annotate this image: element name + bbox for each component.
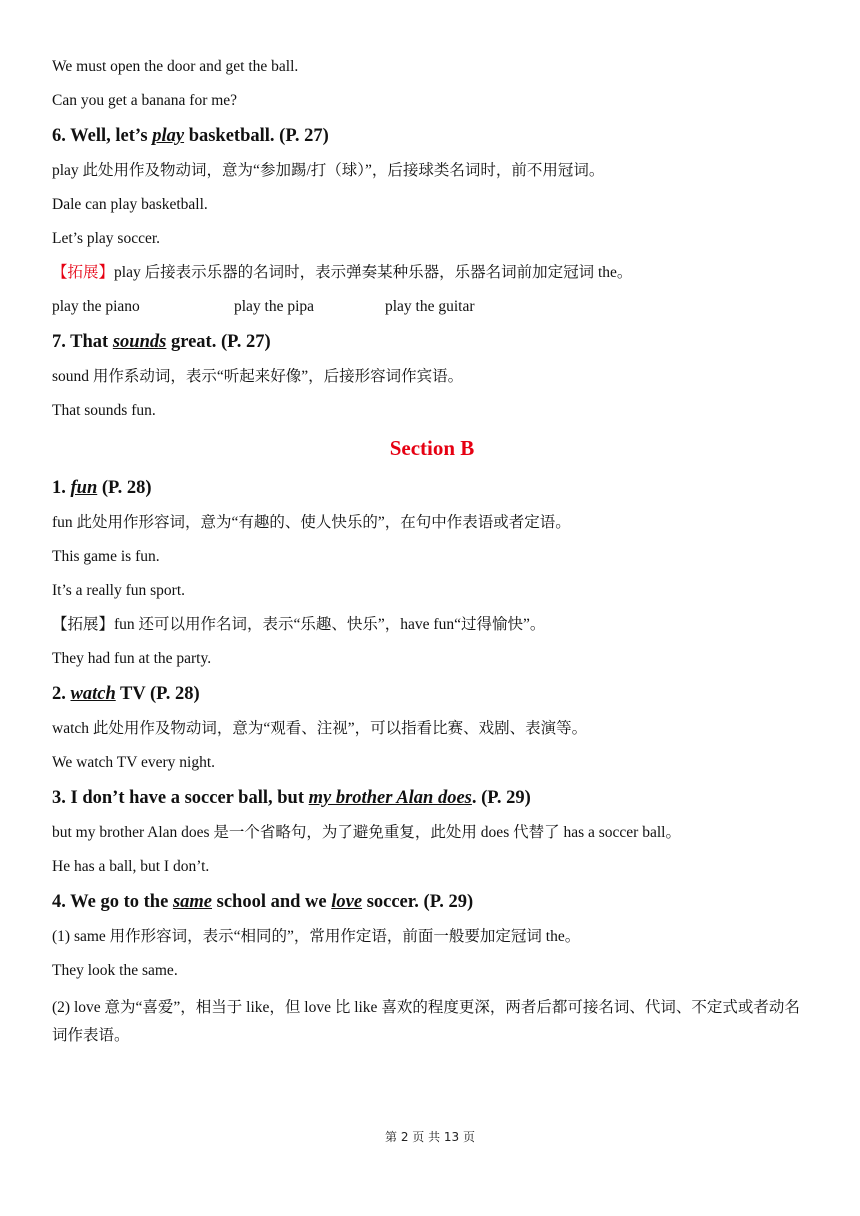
example-sentence: We must open the door and get the ball. [52, 58, 299, 75]
extension-note: 【拓展】fun 还可以用作名词，表示“乐趣、快乐”，have fun“过得愉快”。 [52, 616, 546, 633]
explanation: (2) love 意为“喜爱”，相当于 like，但 love 比 like 喜欢的程度更深，两者后都可接名词、代词、不定式或者动名词作表语。 [52, 999, 800, 1044]
explanation: (1) same 用作形容词，表示“相同的”，常用作定语，前面一般要加定冠词 the。 [52, 928, 581, 945]
heading-text: (P. 28) [97, 478, 152, 498]
item-heading-b1 [52, 476, 812, 500]
heading-text: 7. That [52, 332, 113, 352]
heading-keyword: same [172, 892, 212, 912]
item-heading-6 [52, 124, 812, 148]
example-sentence: Let’s play soccer. [52, 230, 161, 247]
heading-text: soccer. (P. 29) [362, 892, 474, 912]
heading-keyword: play [152, 126, 185, 146]
heading-text: 2. [52, 684, 71, 704]
phrase-item: play the piano [52, 298, 140, 315]
example-sentence: Dale can play basketball. [52, 196, 208, 213]
explanation: fun 此处用作形容词，意为“有趣的、使人快乐的”，在句中作表语或者定语。 [52, 514, 571, 531]
extension-note [52, 262, 812, 284]
heading-text: basketball. (P. 27) [184, 126, 329, 146]
heading-text: 1. [52, 478, 71, 498]
heading-text: 3. I don’t have a soccer ball, but [52, 788, 309, 808]
example-sentence: It’s a really fun sport. [52, 582, 186, 599]
document-page [52, 56, 812, 1056]
heading-text: great. (P. 27) [166, 332, 271, 352]
heading-keyword: fun [70, 478, 98, 498]
phrase-item: play the guitar [385, 298, 475, 315]
example-sentence: We watch TV every night. [52, 754, 216, 771]
explanation: play 此处用作及物动词，意为“参加踢/打（球）”，后接球类名词时，前不用冠词。 [52, 162, 605, 179]
heading-keyword: my brother Alan does [308, 788, 472, 808]
item-heading-b3 [52, 786, 812, 810]
item-heading-b4 [52, 890, 812, 914]
section-title: Section B [389, 436, 475, 460]
example-sentence: That sounds fun. [52, 402, 156, 419]
example-sentence: They had fun at the party. [52, 650, 212, 667]
extension-text: play 后接表示乐器的名词时，表示弹奏某种乐器，乐器名词前加定冠词 the。 [114, 264, 633, 281]
heading-keyword: watch [70, 684, 116, 704]
heading-text: 6. Well, let’s [52, 126, 153, 146]
explanation: but my brother Alan does 是一个省略句，为了避免重复，此处用 does 代替了 has a soccer ball。 [52, 824, 681, 841]
example-sentence: They look the same. [52, 962, 178, 979]
page-footer: 第 2 页 共 13 页 [385, 1130, 475, 1144]
item-heading-b2 [52, 682, 812, 706]
heading-text: school and we [212, 892, 332, 912]
example-sentence: This game is fun. [52, 548, 160, 565]
extension-tag: 【拓展】 [52, 264, 115, 281]
heading-text: 4. We go to the [52, 892, 173, 912]
item-heading-7 [52, 330, 812, 354]
heading-text: TV (P. 28) [115, 684, 200, 704]
explanation: sound 用作系动词，表示“听起来好像”，后接形容词作宾语。 [52, 368, 464, 385]
example-sentence: He has a ball, but I don’t. [52, 858, 210, 875]
heading-keyword: sounds [112, 332, 167, 352]
explanation: watch 此处用作及物动词，意为“观看、注视”，可以指看比赛、戏剧、表演等。 [52, 720, 588, 737]
heading-keyword: love [331, 892, 363, 912]
heading-text: . (P. 29) [471, 788, 531, 808]
phrase-list [52, 296, 812, 318]
example-sentence: Can you get a banana for me? [52, 92, 238, 109]
phrase-item: play the pipa [234, 298, 315, 315]
